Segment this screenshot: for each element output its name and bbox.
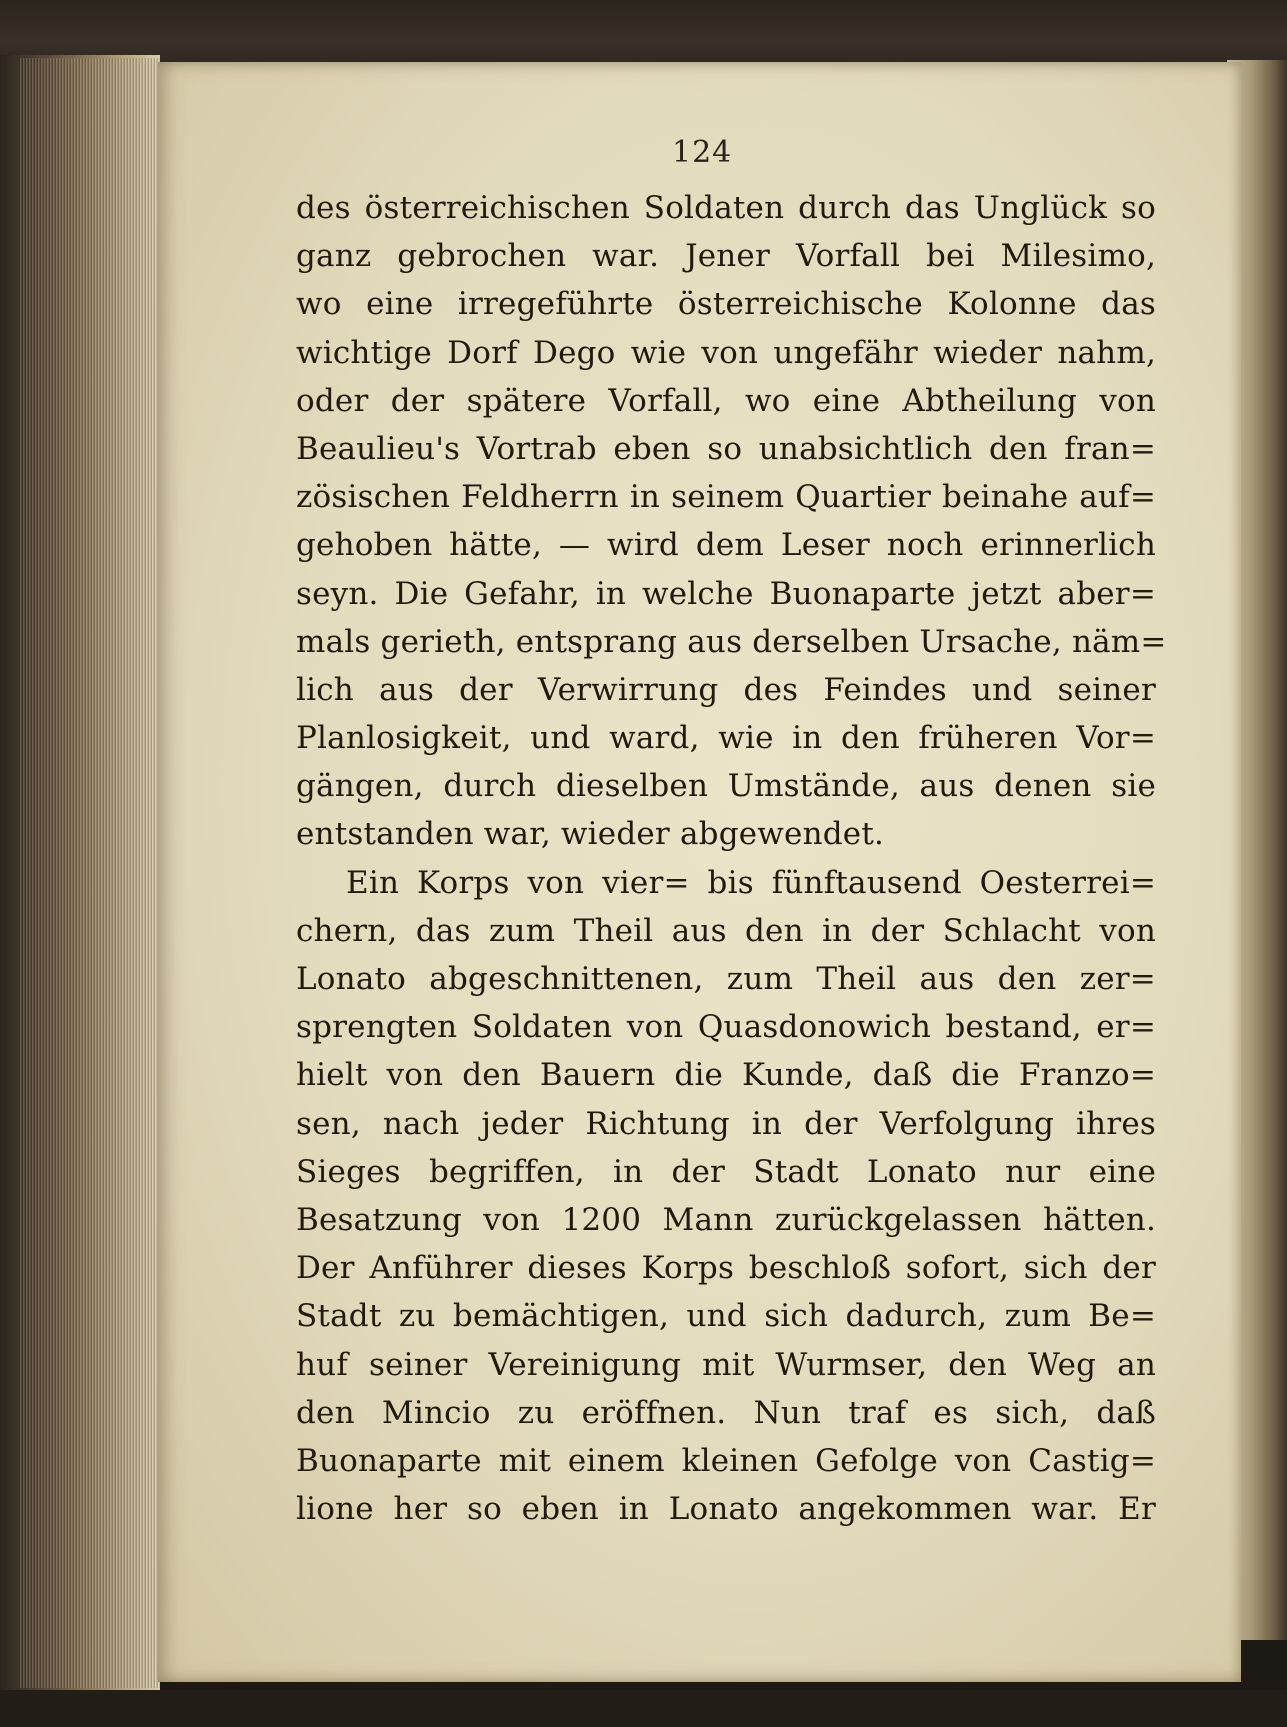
paragraph-2 <box>296 859 1156 1534</box>
book-cover-edge <box>0 0 1287 70</box>
text-line: sprengten Soldaten von Quasdonowich bestand, er= <box>296 1009 1156 1046</box>
text-line: gängen, durch dieselben Umstände, aus denen sie <box>296 768 1156 805</box>
text-line: chern, das zum Theil aus den in der Schlacht von <box>296 912 1156 949</box>
text-line: Besatzung von 1200 Mann zurückgelassen hätten. <box>296 1201 1156 1238</box>
page-stack-edges <box>20 58 160 1688</box>
text-line: huf seiner Vereinigung mit Wurmser, den Weg an <box>296 1346 1156 1383</box>
text-line: ganz gebrochen war. Jener Vorfall bei Milesimo, <box>296 238 1156 275</box>
page-number: 124 <box>672 135 733 170</box>
text-line: entstanden war, wieder abgewendet. <box>296 816 885 853</box>
text-line: seyn. Die Gefahr, in welche Buonaparte jetzt aber= <box>296 575 1156 612</box>
text-line: sen, nach jeder Richtung in der Verfolgung ihres <box>296 1105 1156 1142</box>
text-line: des österreichischen Soldaten durch das Unglück so <box>296 190 1156 226</box>
text-line: Planlosigkeit, und ward, wie in den früheren Vor= <box>296 720 1156 757</box>
text-line: Ein Korps von vier= bis fünftausend Oesterrei= <box>346 864 1156 901</box>
text-line: Lonato abgeschnittenen, zum Theil aus den zer= <box>296 961 1156 997</box>
text-line: oder der spätere Vorfall, wo eine Abtheilung von <box>296 382 1156 419</box>
text-line: Buonaparte mit einem kleinen Gefolge von Castig= <box>296 1442 1156 1479</box>
paragraph-1 <box>296 184 1167 859</box>
page-text <box>296 184 1167 1533</box>
text-line: Beaulieu's Vortrab eben so unabsichtlich den fran= <box>296 430 1156 467</box>
text-line: wo eine irregeführte österreichische Kolonne das <box>296 286 1156 323</box>
text-line: Der Anführer dieses Korps beschloß sofort, sich der <box>296 1250 1156 1287</box>
text-line: Stadt zu bemächtigen, und sich dadurch, zum Be= <box>296 1298 1156 1335</box>
text-line: wichtige Dorf Dego wie von ungefähr wieder nahm, <box>296 334 1156 371</box>
text-line: hielt von den Bauern die Kunde, daß die Franzo= <box>296 1057 1156 1094</box>
text-line: zösischen Feldherrn in seinem Quartier beinahe auf= <box>296 479 1156 516</box>
book-bottom-edge <box>0 1690 1287 1727</box>
text-line: den Mincio zu eröffnen. Nun traf es sich, daß <box>296 1394 1156 1431</box>
text-line: lione her so eben in Lonato angekommen war. Er <box>296 1491 1156 1528</box>
text-line: lich aus der Verwirrung des Feindes und seiner <box>296 671 1156 708</box>
text-line: Sieges begriffen, in der Stadt Lonato nur eine <box>296 1153 1156 1190</box>
text-line: mals gerieth, entsprang aus derselben Ursache, näm= <box>296 623 1167 660</box>
text-line: gehoben hätte, — wird dem Leser noch erinnerlich <box>296 527 1156 564</box>
